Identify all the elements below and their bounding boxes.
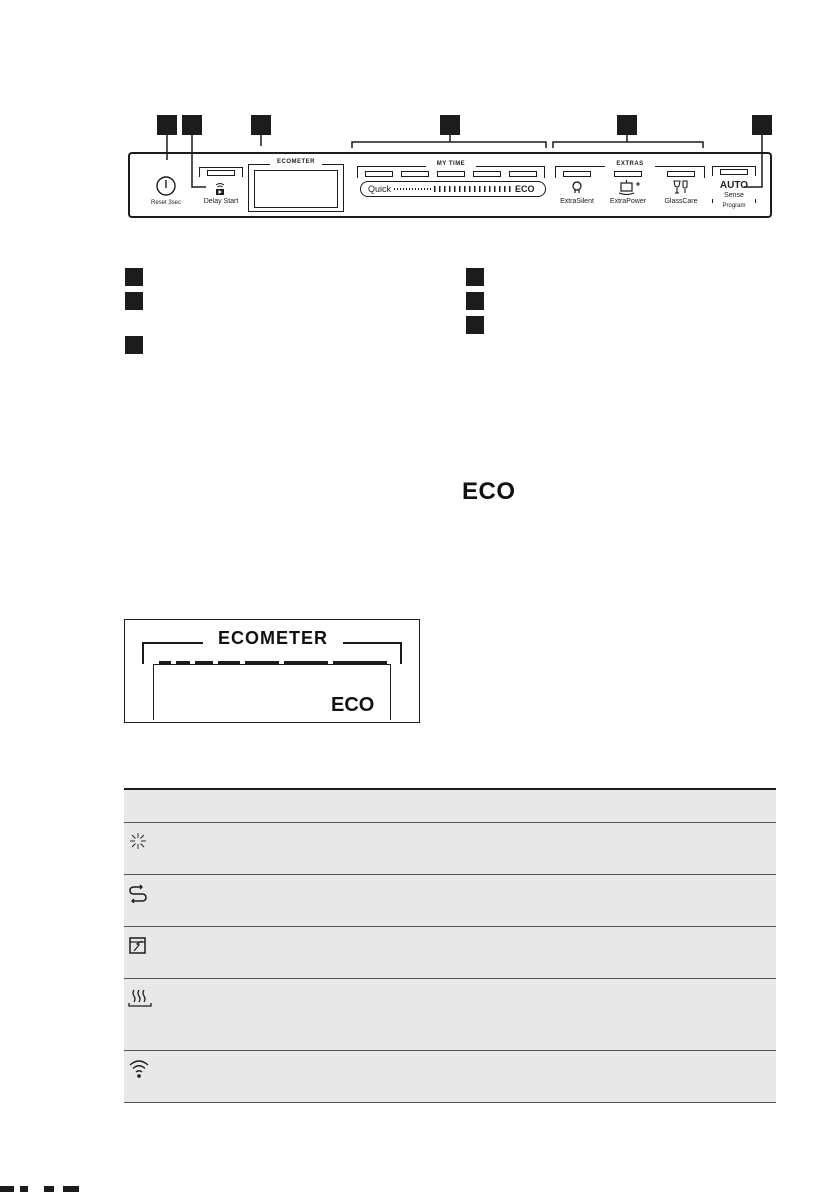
mytime-ticks — [394, 184, 514, 194]
table-row — [124, 1051, 776, 1103]
legend-marker-6 — [466, 316, 484, 334]
wifi-icon — [128, 1059, 150, 1079]
auto-open-icon — [128, 935, 148, 955]
table-row — [124, 979, 776, 1051]
auto-label[interactable]: AUTO — [719, 180, 749, 191]
legend-marker-3 — [125, 336, 143, 354]
table-row — [124, 875, 776, 927]
indicator-table — [124, 788, 776, 1103]
sense-label: Sense — [724, 192, 744, 199]
ecometer-display — [254, 170, 338, 208]
footer-mark — [44, 1186, 54, 1192]
legend-marker-2 — [125, 292, 143, 310]
ecometer-base-bracket — [248, 204, 344, 212]
sparkle-icon — [128, 831, 148, 851]
delay-start-icon[interactable] — [214, 181, 226, 195]
footer-mark — [0, 1186, 14, 1192]
legend-marker-4 — [466, 268, 484, 286]
ecometer-figure — [124, 619, 420, 723]
extrapower-icon[interactable] — [618, 179, 640, 195]
drying-heat-icon — [128, 987, 152, 1009]
mytime-label: MY TIME — [436, 161, 466, 167]
extrapower-indicator[interactable] — [614, 171, 642, 177]
power-caption: Reset 3sec — [150, 200, 181, 206]
auto-indicator[interactable] — [720, 169, 748, 175]
quick-label: Quick — [368, 184, 392, 194]
extras-label: EXTRAS — [616, 161, 644, 167]
extrasilent-indicator[interactable] — [563, 171, 591, 177]
footer-mark — [20, 1186, 28, 1192]
table-row — [124, 927, 776, 979]
footer-mark — [63, 1186, 79, 1192]
extrasilent-icon[interactable] — [568, 180, 586, 194]
glasscare-label: GlassCare — [664, 198, 698, 205]
mytime-indicator-4[interactable] — [473, 171, 501, 177]
glasscare-icon[interactable] — [672, 180, 690, 195]
ecometer-figure-bars — [159, 660, 389, 666]
mytime-indicator-3[interactable] — [437, 171, 465, 177]
mytime-indicator-2[interactable] — [401, 171, 429, 177]
rinse-cycle-icon — [128, 883, 148, 903]
glasscare-indicator[interactable] — [667, 171, 695, 177]
extrapower-label: ExtraPower — [609, 198, 647, 205]
legend-marker-5 — [466, 292, 484, 310]
eco-heading: ECO — [462, 478, 516, 505]
delay-indicator — [207, 170, 235, 176]
ecometer-label: ECOMETER — [276, 159, 315, 165]
mytime-indicator-1[interactable] — [365, 171, 393, 177]
mytime-eco-label: ECO — [515, 184, 535, 194]
ecometer-figure-title: ECOMETER — [217, 628, 328, 648]
table-row — [124, 823, 776, 875]
ecometer-figure-eco: ECO — [331, 694, 375, 716]
mytime-indicator-5[interactable] — [509, 171, 537, 177]
program-label: Program — [712, 203, 756, 209]
extrasilent-label: ExtraSilent — [560, 198, 594, 205]
legend-marker-1 — [125, 268, 143, 286]
control-panel — [128, 152, 772, 218]
table-header-row — [124, 789, 776, 823]
delay-caption: Delay Start — [203, 198, 239, 205]
power-icon[interactable] — [155, 175, 177, 197]
